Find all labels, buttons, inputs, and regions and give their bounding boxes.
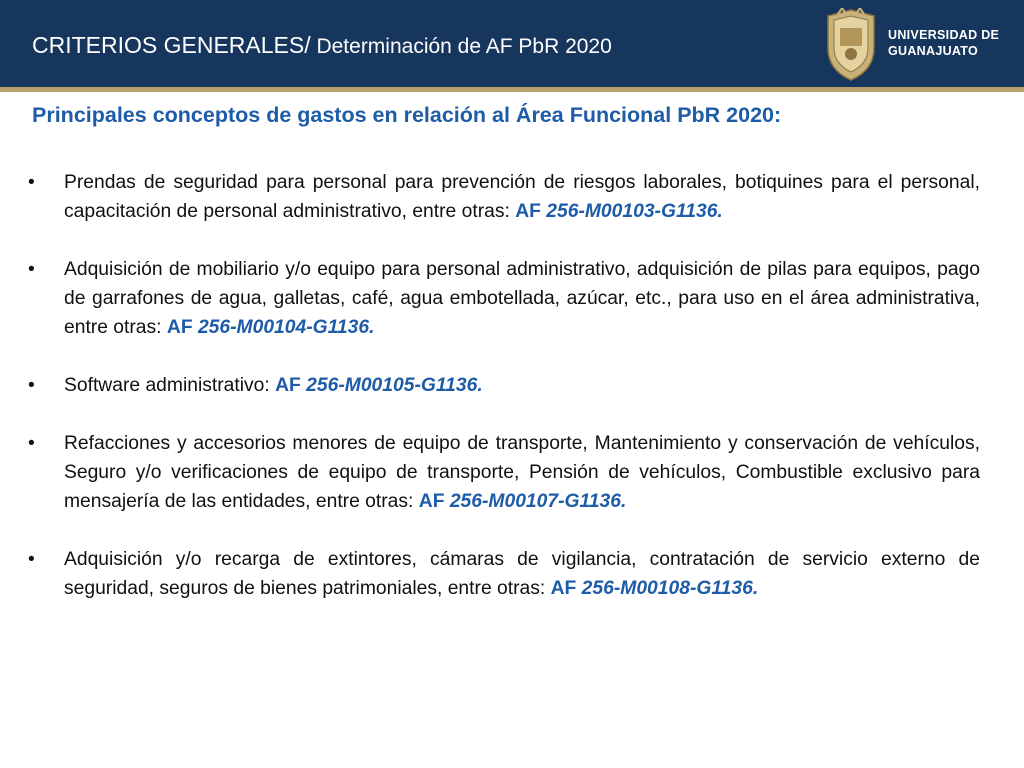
item-text: Software administrativo: bbox=[64, 375, 276, 396]
slide-title-main: CRITERIOS GENERALES/ bbox=[32, 32, 311, 58]
item-text: Adquisición y/o recarga de extintores, cámaras de vigilancia, contratación de servicio externo de seguridad, seguros de bienes patrimoniales, entre otras: bbox=[64, 549, 980, 599]
university-name-line2: GUANAJUATO bbox=[888, 44, 979, 58]
slide-title-sub: Determinación de AF PbR 2020 bbox=[310, 35, 612, 58]
section-heading: Principales conceptos de gastos en relación al Área Funcional PbR 2020: bbox=[32, 103, 782, 127]
af-code: AF 256-M00107-G1136. bbox=[418, 491, 627, 512]
list-item bbox=[28, 429, 980, 516]
list-item bbox=[28, 371, 980, 400]
af-code: AF 256-M00105-G1136. bbox=[275, 375, 483, 396]
header-bar bbox=[0, 0, 1024, 87]
af-code: AF 256-M00103-G1136. bbox=[515, 201, 723, 222]
university-crest-icon bbox=[822, 8, 880, 82]
list-item bbox=[28, 545, 980, 603]
concept-list bbox=[28, 168, 980, 603]
header-divider bbox=[0, 87, 1024, 92]
list-item bbox=[28, 255, 980, 342]
bullet-icon: • bbox=[28, 549, 35, 570]
university-logo bbox=[818, 8, 1014, 84]
bullet-icon: • bbox=[28, 172, 35, 193]
university-name bbox=[888, 27, 999, 59]
bullet-icon: • bbox=[28, 433, 35, 454]
af-code: AF 256-M00108-G1136. bbox=[550, 578, 759, 599]
slide-title bbox=[32, 32, 612, 59]
item-text: Refacciones y accesorios menores de equipo de transporte, Mantenimiento y conservación de vehículos, Seguro y/o verificaciones de equipo de transporte, Pensión de vehículos, Combustible exclusivo para mensajería de las entidades, entre otras: bbox=[64, 433, 980, 512]
bullet-icon: • bbox=[28, 259, 35, 280]
bullet-icon: • bbox=[28, 375, 35, 396]
item-text: Adquisición de mobiliario y/o equipo para personal administrativo, adquisición de pilas para equipos, pago de garrafones de agua, galletas, café, agua embotellada, azúcar, etc., para uso en el área administrativa, entre otras: bbox=[64, 259, 980, 338]
university-name-line1: UNIVERSIDAD DE bbox=[888, 28, 1000, 42]
item-text: Prendas de seguridad para personal para prevención de riesgos laborales, botiquines para el personal, capacitación de personal administrativo, entre otras: bbox=[64, 172, 980, 222]
list-item bbox=[28, 168, 980, 226]
af-code: AF 256-M00104-G1136. bbox=[166, 317, 375, 338]
